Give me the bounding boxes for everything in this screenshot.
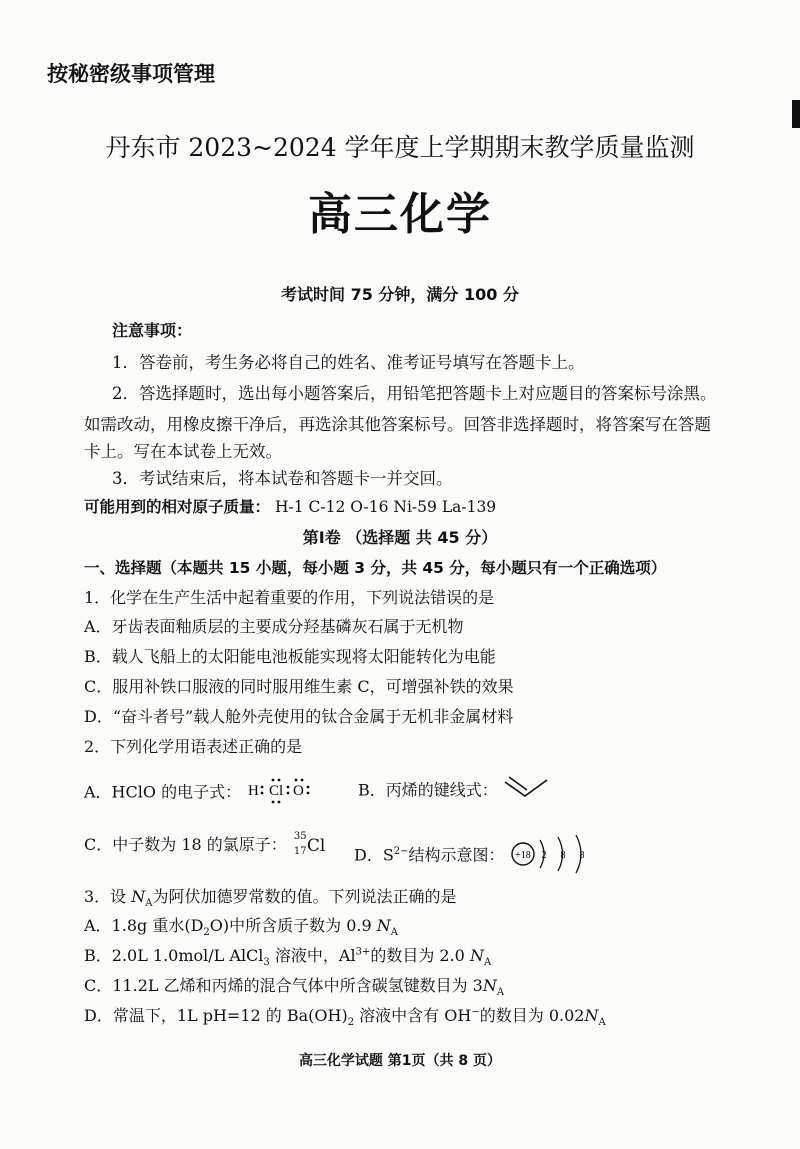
q3-d-mid: 溶液中含有 OH <box>354 1006 472 1025</box>
q3-c-na-sub: A <box>496 987 505 999</box>
q3-d-post: 的数目为 0.02 <box>479 1006 585 1025</box>
isotope-atomic-number: 17 <box>293 845 307 857</box>
isotope-element-symbol: Cl <box>306 835 326 856</box>
q3-stem-pre: 3．设 <box>84 887 132 906</box>
q3-b-pre: B．2.0L 1.0mol/L AlCl <box>84 946 264 965</box>
notes-title: 注意事项： <box>112 321 193 340</box>
sulfide-ion-structure-diagram <box>510 832 600 880</box>
q3-d-pre: D．常温下，1L pH=12 的 Ba(OH) <box>84 1006 348 1025</box>
q3-c-na: N <box>482 976 497 995</box>
q3-a-mid: O)中所含质子数为 0.9 <box>209 916 377 935</box>
q2-c-label: C．中子数为 18 的氯原子： <box>84 835 287 854</box>
q2-option-c <box>84 830 326 858</box>
q3-option-d <box>84 1003 606 1028</box>
hclo-electron-formula <box>246 776 326 810</box>
q2-option-a <box>84 776 326 810</box>
q3-option-a <box>84 913 398 938</box>
atomic-mass-line <box>84 495 496 517</box>
q3-option-c <box>84 973 504 998</box>
exam-duration: 考试时间 75 分钟，满分 100 分 <box>281 285 519 304</box>
q3-b-post: 的数目为 2.0 <box>370 946 470 965</box>
shell-1-electrons: 2 <box>541 850 547 861</box>
q3-d-sup: − <box>471 1006 480 1018</box>
avogadro-symbol: N <box>131 887 146 906</box>
note-1: 1．答卷前，考生务必将自己的姓名、准考证号填写在答题卡上。 <box>112 353 585 372</box>
q3-stem <box>84 884 457 909</box>
q3-d-sub: 2 <box>347 1017 355 1029</box>
page-footer: 高三化学试题 第1页（共 8 页） <box>298 1053 502 1069</box>
propene-skeletal-formula <box>503 776 551 806</box>
q3-d-na: N <box>584 1006 599 1025</box>
q2-stem: 2．下列化学用语表述正确的是 <box>84 737 303 756</box>
secret-level-label: 按秘密级事项管理 <box>47 62 215 86</box>
q3-option-b <box>84 943 491 968</box>
atomic-mass-label: 可能用到的相对原子质量： <box>84 498 271 516</box>
subject-title: 高三化学 <box>308 189 492 240</box>
avogadro-subscript: A <box>145 898 153 910</box>
note-2-continued: 如需改动，用橡皮擦干净后，再选涂其他答案标号。回答非选择题时，将答案写在答题 <box>84 415 711 434</box>
q3-b-na: N <box>469 946 484 965</box>
q3-b-sup: 3+ <box>355 946 371 958</box>
shell-2-electrons: 8 <box>560 850 566 861</box>
part-1-title: 第Ⅰ卷 （选择题 共 45 分） <box>302 528 498 547</box>
q2-d-label-pre: D．S <box>354 845 394 865</box>
q3-c-pre: C．11.2L 乙烯和丙烯的混合气体中所含碳氢键数目为 3 <box>84 976 483 995</box>
q2-option-b <box>358 776 551 806</box>
nucleus-charge: +18 <box>514 850 531 861</box>
shell-3-electrons: 8 <box>579 850 585 861</box>
q2-d-label-post: 结构示意图： <box>408 845 505 865</box>
q3-b-sub: 3 <box>263 957 270 969</box>
q1-option-b: B．载人飞船上的太阳能电池板能实现将太阳能转化为电能 <box>84 647 496 666</box>
q1-stem: 1．化学在生产生活中起着重要的作用，下列说法错误的是 <box>84 588 495 607</box>
q3-a-sub: 2 <box>203 927 210 939</box>
note-2: 2．答选择题时，选出每小题答案后，用铅笔把答题卡上对应题目的答案标号涂黑。 <box>112 384 717 403</box>
q3-b-mid: 溶液中，Al <box>269 946 356 965</box>
q3-a-na: N <box>376 916 391 935</box>
q3-a-na-sub: A <box>390 927 398 939</box>
note-2-end: 卡上。写在本试卷上无效。 <box>84 442 282 461</box>
section-1-title: 一、选择题（本题共 15 小题，每小题 3 分，共 45 分，每小题只有一个正确选项） <box>84 559 667 577</box>
hclo-cl-symbol: Cl <box>269 783 284 799</box>
exam-title: 丹东市 2023~2024 学年度上学期期末教学质量监测 <box>105 133 695 162</box>
sulfide-charge: 2− <box>393 846 409 858</box>
q2-a-label: A．HClO 的电子式： <box>84 782 242 802</box>
q2-option-d <box>354 832 600 880</box>
q3-stem-post: 为阿伏加德罗常数的值。下列说法正确的是 <box>152 887 457 906</box>
q1-option-c: C．服用补铁口服液的同时服用维生素 C，可增强补铁的效果 <box>84 677 514 696</box>
chlorine-isotope-symbol <box>292 830 326 858</box>
q1-option-a: A．牙齿表面釉质层的主要成分羟基磷灰石属于无机物 <box>84 617 464 636</box>
q1-option-d: D．“奋斗者号”载人舱外壳使用的钛合金属于无机非金属材料 <box>84 707 514 726</box>
page-edge-mark <box>792 100 800 128</box>
hclo-o-symbol: O <box>293 783 305 799</box>
atomic-mass-values: H-1 C-12 O-16 Ni-59 La-139 <box>274 498 497 516</box>
q2-b-label: B．丙烯的键线式： <box>358 780 498 800</box>
q3-d-na-sub: A <box>598 1017 606 1029</box>
hclo-h-symbol: H <box>248 783 260 799</box>
q3-a-pre: A．1.8g 重水(D <box>84 916 204 935</box>
q3-b-na-sub: A <box>483 957 492 969</box>
isotope-mass-number: 35 <box>293 830 307 842</box>
note-3: 3．考试结束后，将本试卷和答题卡一并交回。 <box>112 469 453 488</box>
